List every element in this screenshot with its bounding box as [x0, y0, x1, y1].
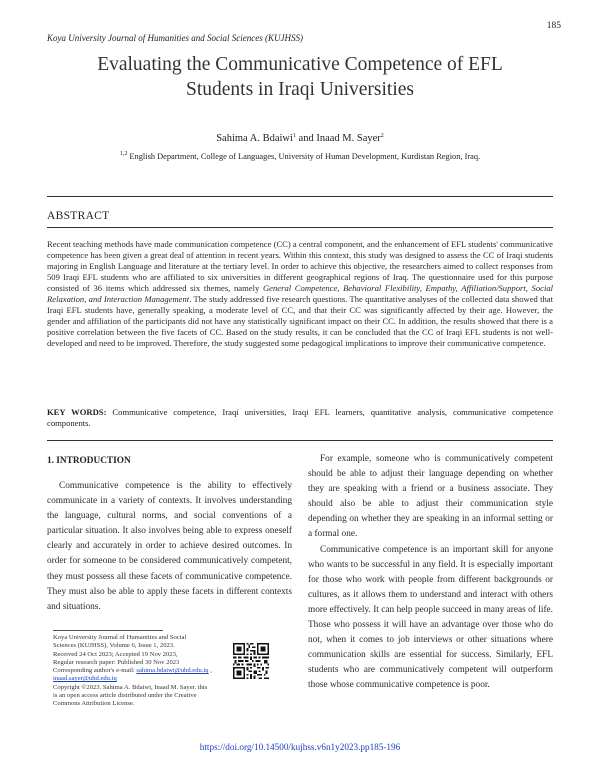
affiliation-text: English Department, College of Languages, University of Human Development, Kurdistan Region, Iraq.	[127, 152, 481, 161]
journal-header: Koya University Journal of Humanities and Social Sciences (KUJHSS)	[47, 33, 303, 43]
footnote-line: Copyright ©2023. Sahima A. Bdaiwi, Inaad M. Sayer. this	[53, 683, 208, 691]
footnote-line: Commons Attribution License.	[53, 700, 135, 708]
abstract-themes: General Competence, Behavioral Flexibility, Empathy, Affiliation/Support, Social Relaxation, and Interaction Management	[47, 283, 554, 304]
abstract-top-rule	[47, 196, 553, 197]
footnote-line: is an open access article distributed under the Creative	[53, 692, 197, 700]
corresponding-author-label: Corresponding author's e-mail:	[53, 667, 137, 675]
right-column	[308, 452, 553, 694]
abstract-heading-rule	[47, 227, 553, 228]
author-conjunction: and	[295, 133, 317, 144]
title-line-1: Evaluating the Communicative Competence of EFL	[97, 54, 503, 75]
intro-paragraph-2: For example, someone who is communicatively competent should be able to adjust their language depending on whether they are speaking with a friend or a business associate. They should also be able to adjust their communication style depending on whether they are speaking in an informal setting or a formal one.	[308, 454, 553, 540]
title-line-2: Students in Iraqi Universities	[185, 79, 414, 100]
intro-paragraph-1: Communicative competence is the ability to effectively communicate in a variety of contexts. It involves understanding the language, cultural norms, and social conventions of a particular situation. It also involves being able to express oneself clearly and accurately in order to achieve desired outcomes. In order for someone to be considered communicatively competent, they must possess all these facets of communicative competence. They must also be able to apply these facets in different contexts and situations.	[47, 481, 292, 612]
footnote-line: Sciences (KUJHSS), Volume 6, Issue 1, 2023.	[53, 642, 175, 650]
doi-link[interactable]: https://doi.org/10.14500/kujhss.v6n1y2023.pp185-196	[199, 742, 401, 752]
keywords-text: Communicative competence, Iraqi universities, Iraqi EFL learners, quantitative analysis, communicative competence components.	[47, 407, 554, 428]
author-2: Inaad M. Sayer	[316, 133, 381, 144]
email-link-1[interactable]: sahima.bdaiwi@uhd.edu.iq	[136, 667, 209, 675]
keywords-label: KEY WORDS:	[47, 407, 107, 417]
affiliation-mark: 1,2	[119, 151, 128, 157]
left-column	[47, 479, 292, 615]
author-1: Sahima A. Bdaiwi	[216, 133, 293, 144]
author-1-affil-mark: 1	[292, 133, 296, 139]
paper-title	[40, 52, 560, 102]
footnote-line: Koya University Journal of Humanities and Social	[53, 634, 187, 641]
author-2-affil-mark: 2	[380, 133, 384, 139]
author-list	[40, 133, 560, 144]
qr-code-icon	[233, 643, 269, 679]
email-separator: ,	[208, 667, 212, 675]
affiliation	[40, 152, 560, 161]
intro-paragraph-3: Communicative competence is an important skill for anyone who wants to be successful in any field. It is especially important for those who work with people from different backgrounds or cultures, as it allows them to understand and interact with others more effectively. It can help people succeed in many areas of life. Those who possess it will have an advantage over those who do not, when it comes to job interviews or other situations where communication skills are essential for success. Similarly, EFL students who are communicatively competent will outperform those whose communicative competence is poor.	[308, 544, 553, 691]
abstract-body	[47, 239, 553, 349]
page-number: 185	[546, 21, 561, 31]
footnote-rule	[53, 630, 163, 631]
abstract-text-part-1: Recent teaching methods have made communication competence (CC) a central component, and the enhancement of EFL students' communicative competence has been given a great deal of attention in recent years. Within this context, this study was designed to assess the CC of Iraqi students majoring in English Language and literature at the tertiary level. In order to achieve this objective, the researchers aimed to collect responses from 509 Iraqi EFL students who are affiliated to six universities in different geographical regions of Iraq. The questionnaire used for this purpose consisted of 36 items which addressed six themes, namely	[47, 239, 553, 293]
footnote-line: Regular research paper: Published 30 Nov 2023	[53, 658, 180, 666]
keywords-bottom-rule	[47, 440, 553, 441]
section-heading-introduction: 1. INTRODUCTION	[47, 456, 131, 466]
abstract-heading: ABSTRACT	[47, 210, 110, 222]
keywords	[47, 407, 553, 429]
abstract-text-part-2: . The study addressed five research questions. The quantitative analyses of the collected data showed that Iraqi EFL students have, generally speaking, a moderate level of CC, and that their CC was significantly affected by their age. However, the gender and affiliation of the participants did not have any statistically significant impact on their CC. In addition, the results showed that there is a positive correlation between the five facets of CC. Based on the study results, it can be concluded that the CC of Iraqi EFL students is not well-developed and need to be improved. Therefore, the study suggested some pedagogical implications to improve their communicative competence.	[47, 294, 553, 348]
email-link-2[interactable]: inaad.sayer@uhd.edu.iq	[53, 675, 117, 683]
footnote-line: Received 24 Oct 2023; Accepted 19 Nov 2023,	[53, 650, 178, 658]
